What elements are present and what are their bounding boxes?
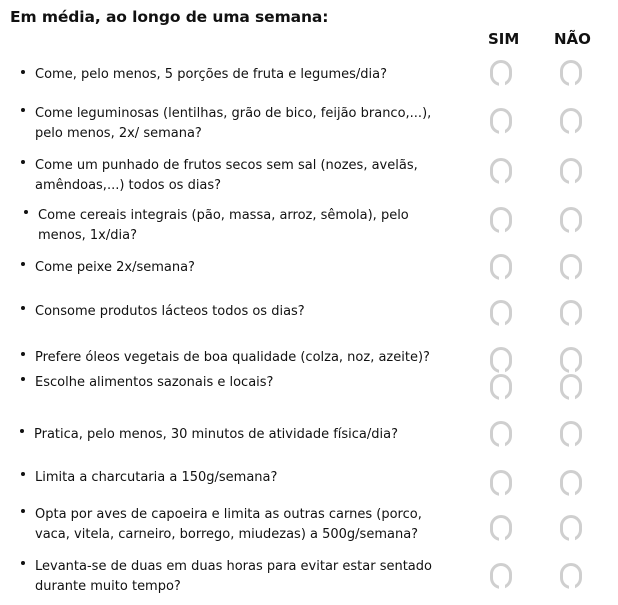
radio-yes-6[interactable] [490, 300, 512, 326]
bullet-icon [21, 509, 25, 513]
radio-no-2[interactable] [560, 108, 582, 134]
bullet-icon [21, 70, 25, 74]
question-text-4: Come cereais integrais (pão, massa, arroz, sêmola), pelo menos, 1x/dia? [38, 208, 409, 243]
question-text-7: Prefere óleos vegetais de boa qualidade (colza, noz, azeite)? [35, 350, 430, 365]
radio-no-10[interactable] [560, 470, 582, 496]
question-text-5: Come peixe 2x/semana? [35, 260, 195, 275]
survey-title: Em média, ao longo de uma semana: [10, 8, 329, 26]
radio-no-4[interactable] [560, 207, 582, 233]
question-text-12: Levanta-se de duas em duas horas para evitar estar sentado durante muito tempo? [35, 559, 432, 594]
radio-no-11[interactable] [560, 515, 582, 541]
radio-yes-1[interactable] [490, 60, 512, 86]
bullet-icon [21, 160, 25, 164]
radio-yes-5[interactable] [490, 254, 512, 280]
bullet-icon [21, 108, 25, 112]
bullet-icon [21, 306, 25, 310]
question-text-9: Pratica, pelo menos, 30 minutos de atividade física/dia? [34, 427, 398, 442]
question-text-6: Consome produtos lácteos todos os dias? [35, 304, 305, 319]
radio-no-12[interactable] [560, 563, 582, 589]
question-text-3: Come um punhado de frutos secos sem sal (nozes, avelãs, amêndoas,...) todos os dias? [35, 158, 418, 193]
question-text-1: Come, pelo menos, 5 porções de fruta e legumes/dia? [35, 67, 387, 82]
bullet-icon [21, 377, 25, 381]
radio-yes-4[interactable] [490, 207, 512, 233]
bullet-icon [21, 472, 25, 476]
radio-no-5[interactable] [560, 254, 582, 280]
bullet-icon [21, 561, 25, 565]
radio-yes-3[interactable] [490, 158, 512, 184]
radio-no-7[interactable] [560, 347, 582, 373]
radio-yes-10[interactable] [490, 470, 512, 496]
radio-yes-2[interactable] [490, 108, 512, 134]
radio-yes-12[interactable] [490, 563, 512, 589]
radio-no-6[interactable] [560, 300, 582, 326]
radio-no-3[interactable] [560, 158, 582, 184]
bullet-icon [21, 352, 25, 356]
bullet-icon [24, 210, 28, 214]
question-text-2: Come leguminosas (lentilhas, grão de bico, feijão branco,...), pelo menos, 2x/ semana? [35, 106, 432, 141]
question-text-11: Opta por aves de capoeira e limita as outras carnes (porco, vaca, vitela, carneiro, borrego, miudezas) a 500g/semana? [35, 507, 422, 542]
radio-no-1[interactable] [560, 60, 582, 86]
radio-yes-11[interactable] [490, 515, 512, 541]
bullet-icon [20, 429, 24, 433]
radio-no-9[interactable] [560, 421, 582, 447]
question-text-10: Limita a charcutaria a 150g/semana? [35, 470, 278, 485]
radio-no-8[interactable] [560, 374, 582, 400]
column-header-yes: SIM [488, 30, 520, 48]
radio-yes-9[interactable] [490, 421, 512, 447]
radio-yes-8[interactable] [490, 374, 512, 400]
radio-yes-7[interactable] [490, 347, 512, 373]
column-header-no: NÃO [554, 30, 591, 48]
question-text-8: Escolhe alimentos sazonais e locais? [35, 375, 274, 390]
bullet-icon [21, 262, 25, 266]
